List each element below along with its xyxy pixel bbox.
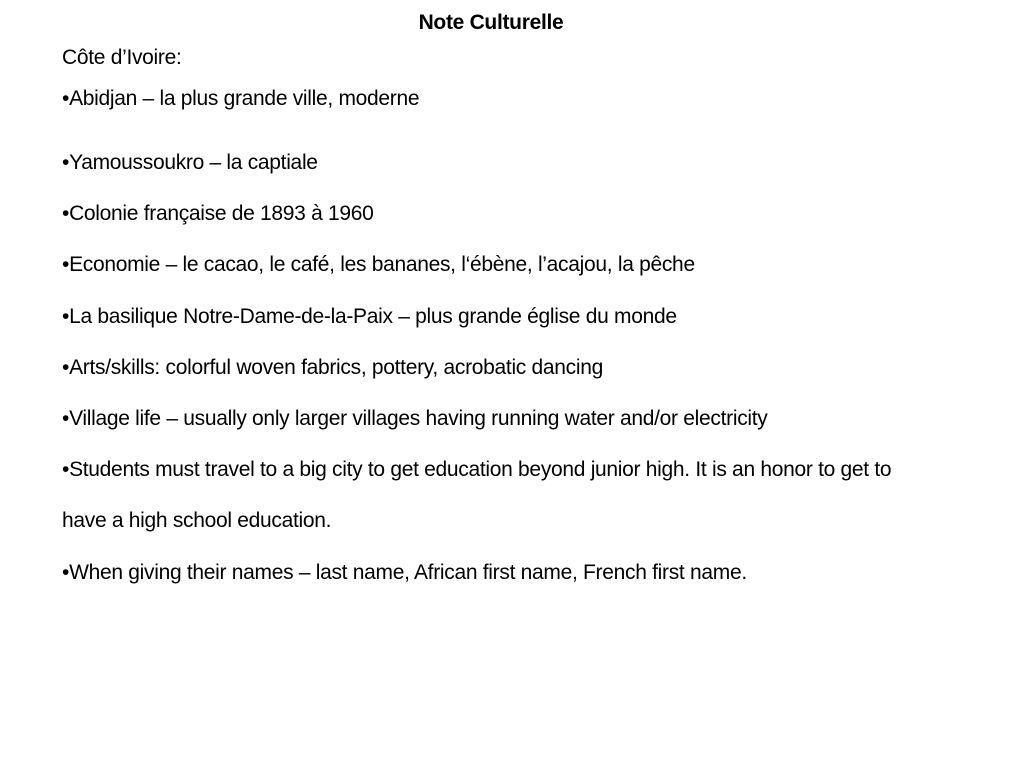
bullet-marker: •: [62, 202, 70, 226]
bullet-marker: •: [62, 151, 70, 174]
bullet-item: [62, 137, 922, 188]
bullet-marker: •: [62, 253, 70, 277]
bullet-text: La basilique Notre-Dame-de-la-Paix – plus grande église du monde: [69, 304, 677, 328]
bullet-text: When giving their names – last name, African first name, French first name.: [69, 560, 747, 584]
bullet-text: Village life – usually only larger villages having running water and/or electricity: [69, 407, 768, 431]
bullet-item: [62, 239, 922, 290]
bullet-item: [62, 86, 922, 112]
bullet-marker: •: [62, 87, 70, 110]
bullet-text: Students must travel to a big city to get education beyond junior high. It is an honor to get to have a high school education.: [62, 458, 892, 533]
bullet-marker: •: [62, 304, 70, 328]
bullet-marker: •: [62, 458, 70, 482]
bullet-marker: •: [62, 407, 70, 431]
bullet-list: [62, 86, 922, 598]
bullet-marker: •: [62, 355, 70, 379]
bullet-text: Economie – le cacao, le café, les bananes, l‘ébène, l’acajou, la pêche: [69, 253, 695, 277]
bullet-text: Colonie française de 1893 à 1960: [69, 202, 374, 226]
slide-title: Note Culturelle: [418, 11, 564, 34]
bullet-text: Abidjan – la plus grande ville, moderne: [69, 87, 420, 110]
bullet-marker: •: [62, 560, 70, 584]
slide-content: [62, 41, 922, 598]
bullet-item: [62, 188, 922, 239]
bullet-item: [62, 291, 922, 342]
bullet-item: [62, 342, 922, 393]
slide-subtitle: Côte d’Ivoire:: [62, 46, 182, 69]
bullet-item: [62, 444, 922, 546]
bullet-item: [62, 393, 922, 444]
bullet-text: Arts/skills: colorful woven fabrics, pottery, acrobatic dancing: [69, 355, 604, 379]
bullet-item: [62, 547, 922, 598]
bullet-text: Yamoussoukro – la captiale: [69, 151, 318, 174]
